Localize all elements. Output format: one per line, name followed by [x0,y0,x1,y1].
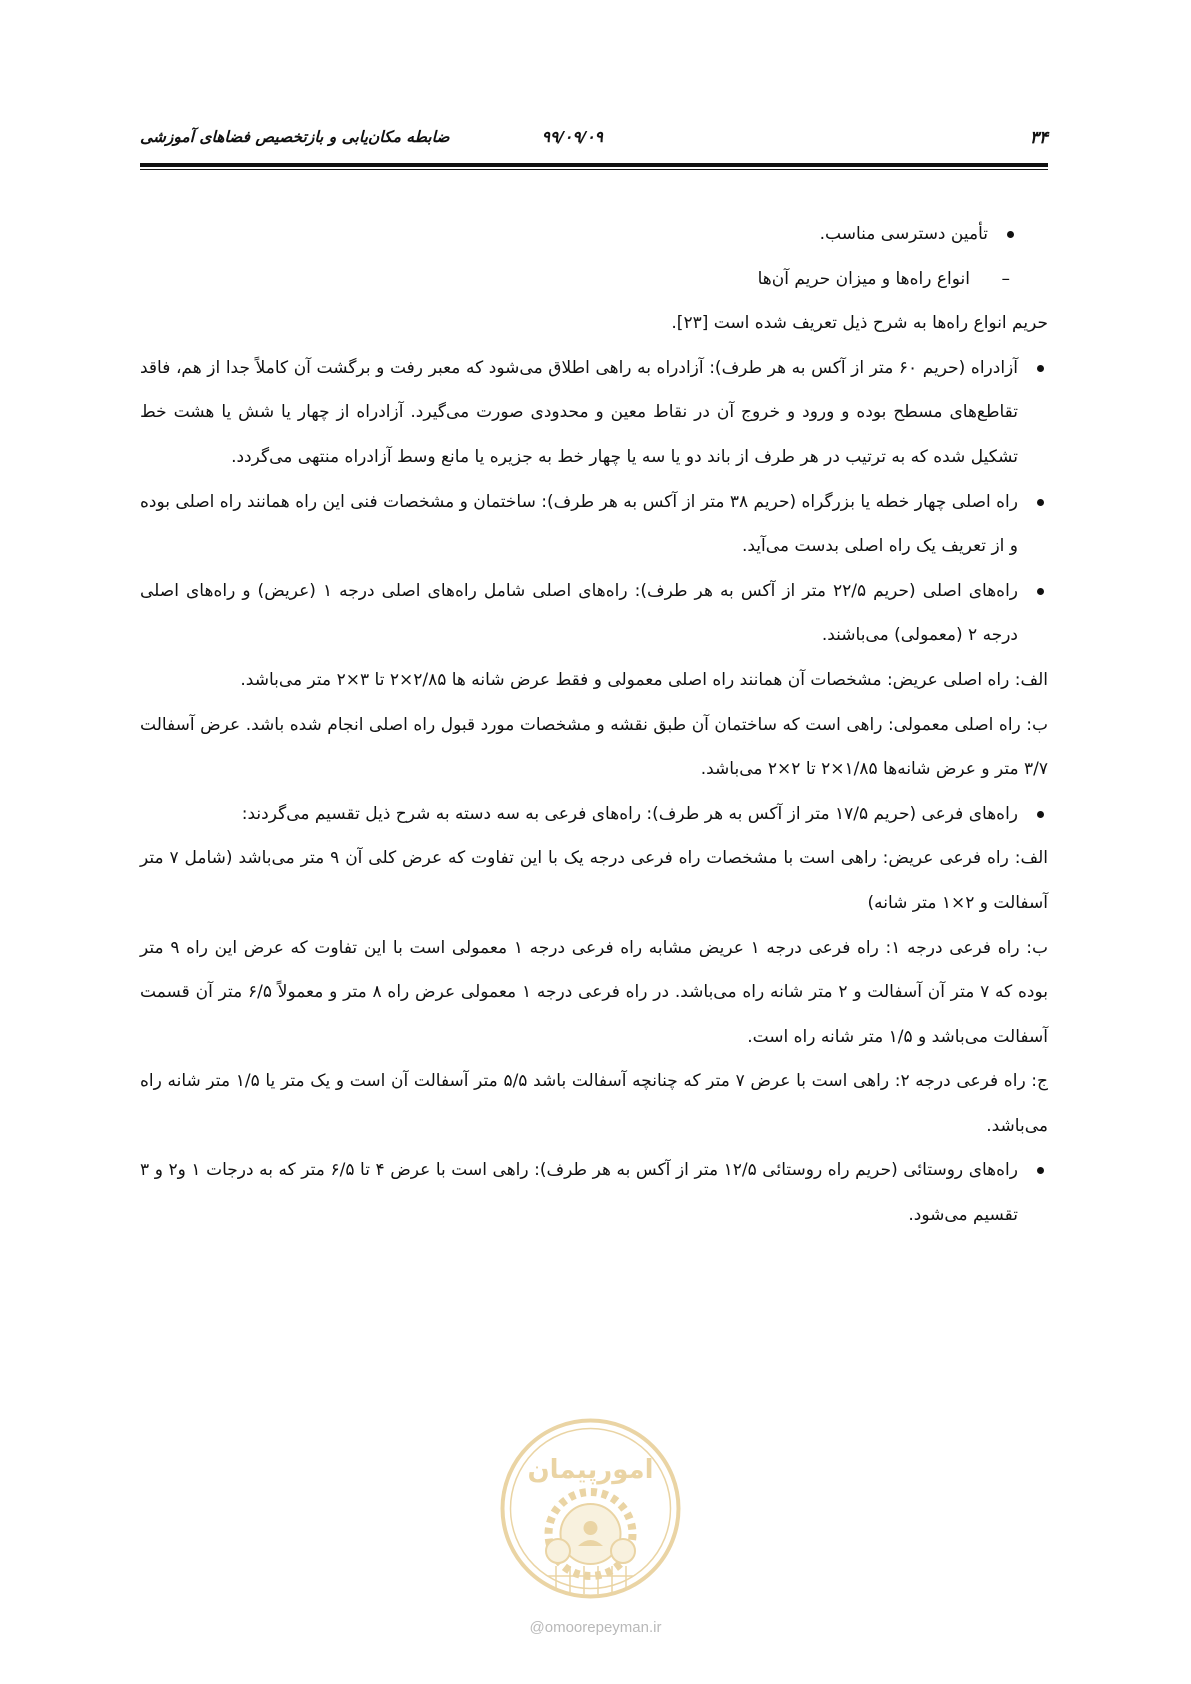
page-number: ۳۴ [1029,128,1048,148]
bullet-icon [1037,1167,1044,1174]
bullet-item [140,212,1018,257]
sec-wide-paragraph: الف: راه فرعی عریض: راهی است با مشخصات راه فرعی درجه یک با این تفاوت که عرض کلی آن ۹ متر می‌باشد (شامل ۷ متر آسفالت و ۲×۱ متر شانه) [140,848,1048,913]
bullet-access-text: تأمین دسترسی مناسب. [819,224,988,244]
body-text [140,212,1048,1238]
bullet-icon [1037,588,1044,595]
watermark-logo-text: امورپیمان [527,1455,654,1485]
bullet-item [140,569,1048,658]
dash-roads-text: انواع راه‌ها و میزان حریم آن‌ها [757,268,970,289]
bullet-icon [1037,365,1044,372]
bullet-item [140,480,1048,569]
rural-text: راه‌های روستائی (حریم راه روستائی ۱۲/۵ متر از آکس به هر طرف): راهی است با عرض ۴ تا ۶/۵ متر که به درجات ۱ و۲ و ۳ تقسیم می‌شود. [140,1160,1018,1226]
freeway-text: آزادراه (حریم ۶۰ متر از آکس به هر طرف): آزادراه به راهی اطلاق می‌شود که معبر رفت و برگشت آن کاملاً جدا از هم، فاقد تقاطع‌های مسطح بوده و ورود و خروج آن در نقاط معین و محدودی صورت می‌گیرد. آزادراه از چهار یا شش یا هشت خط تشکیل شده که به ترتیب در هر طرف از باند دو یا سه یا چهار خط به جزیره یا مانع وسط آزادراه منتهی می‌گردد. [140,357,1018,467]
page-header [140,126,1048,156]
bullet-item [140,1148,1048,1237]
watermark-logo-icon [498,1416,683,1601]
highway-text: راه اصلی چهار خطه یا بزرگراه (حریم ۳۸ متر از آکس به هر طرف): ساختمان و مشخصات فنی این راه همانند راه اصلی بوده و از تعریف یک راه اصلی بدست می‌آید. [140,491,1018,557]
header-date: ۹۹/۰۹/۰۹ [541,128,603,146]
header-rule-thick [140,163,1048,167]
bullet-icon [1007,231,1014,238]
main-normal-paragraph: ب: راه اصلی معمولی: راهی است که ساختمان آن طبق نقشه و مشخصات مورد قبول راه اصلی انجام شده باشد. عرض آسفالت ۳/۷ متر و عرض شانه‌ها ۱/۸۵×۲ تا ۲×۲ می‌باشد. [140,714,1048,780]
header-rule-thin [140,169,1048,170]
sec-grade2-paragraph: ج: راه فرعی درجه ۲: راهی است با عرض ۷ متر که چنانچه آسفالت باشد ۵/۵ متر آسفالت آن است و یک متر یا ۱/۵ متر شانه راه می‌باشد. [140,1071,1049,1136]
bullet-item [140,346,1048,480]
main-wide-paragraph: الف: راه اصلی عریض: مشخصات آن همانند راه اصلی معمولی و فقط عرض شانه ها ۲/۸۵×۲ تا ۳×۲ متر می‌باشد. [240,669,1048,690]
dash-item [140,257,1018,302]
watermark-site-text: @omoorepeyman.ir [529,1619,662,1636]
sec-grade1-paragraph: ب: راه فرعی درجه ۱: راه فرعی درجه ۱ عریض مشابه راه فرعی درجه ۱ معمولی است با این تفاوت که عرض این راه ۹ متر بوده که ۷ متر آن آسفالت و ۲ متر شانه راه می‌باشد. در راه فرعی درجه ۱ معمولی عرض راه ۸ متر و معمولاً ۶/۵ متر آن قسمت آسفالت می‌باشد و ۱/۵ متر شانه راه است. [140,937,1048,1047]
secondary-text: راه‌های فرعی (حریم ۱۷/۵ متر از آکس به هر طرف): راه‌های فرعی به سه دسته به شرح ذیل تقسیم می‌گردند: [241,803,1018,824]
bullet-item [140,792,1048,837]
intro-paragraph: حریم انواع راه‌ها به شرح ذیل تعریف شده است [۲۳]. [671,313,1048,334]
main-roads-text: راه‌های اصلی (حریم ۲۲/۵ متر از آکس به هر طرف): راه‌های اصلی شامل راه‌های اصلی درجه ۱ (عریض) و راه‌های اصلی درجه ۲ (معمولی) می‌باشند. [140,580,1019,646]
dash-icon: – [1001,268,1010,289]
bullet-icon [1037,499,1044,506]
header-doc-title: ضابطه مکان‌یابی و بازتخصیص فضاهای آموزشی [140,128,450,146]
bullet-icon [1037,811,1044,818]
